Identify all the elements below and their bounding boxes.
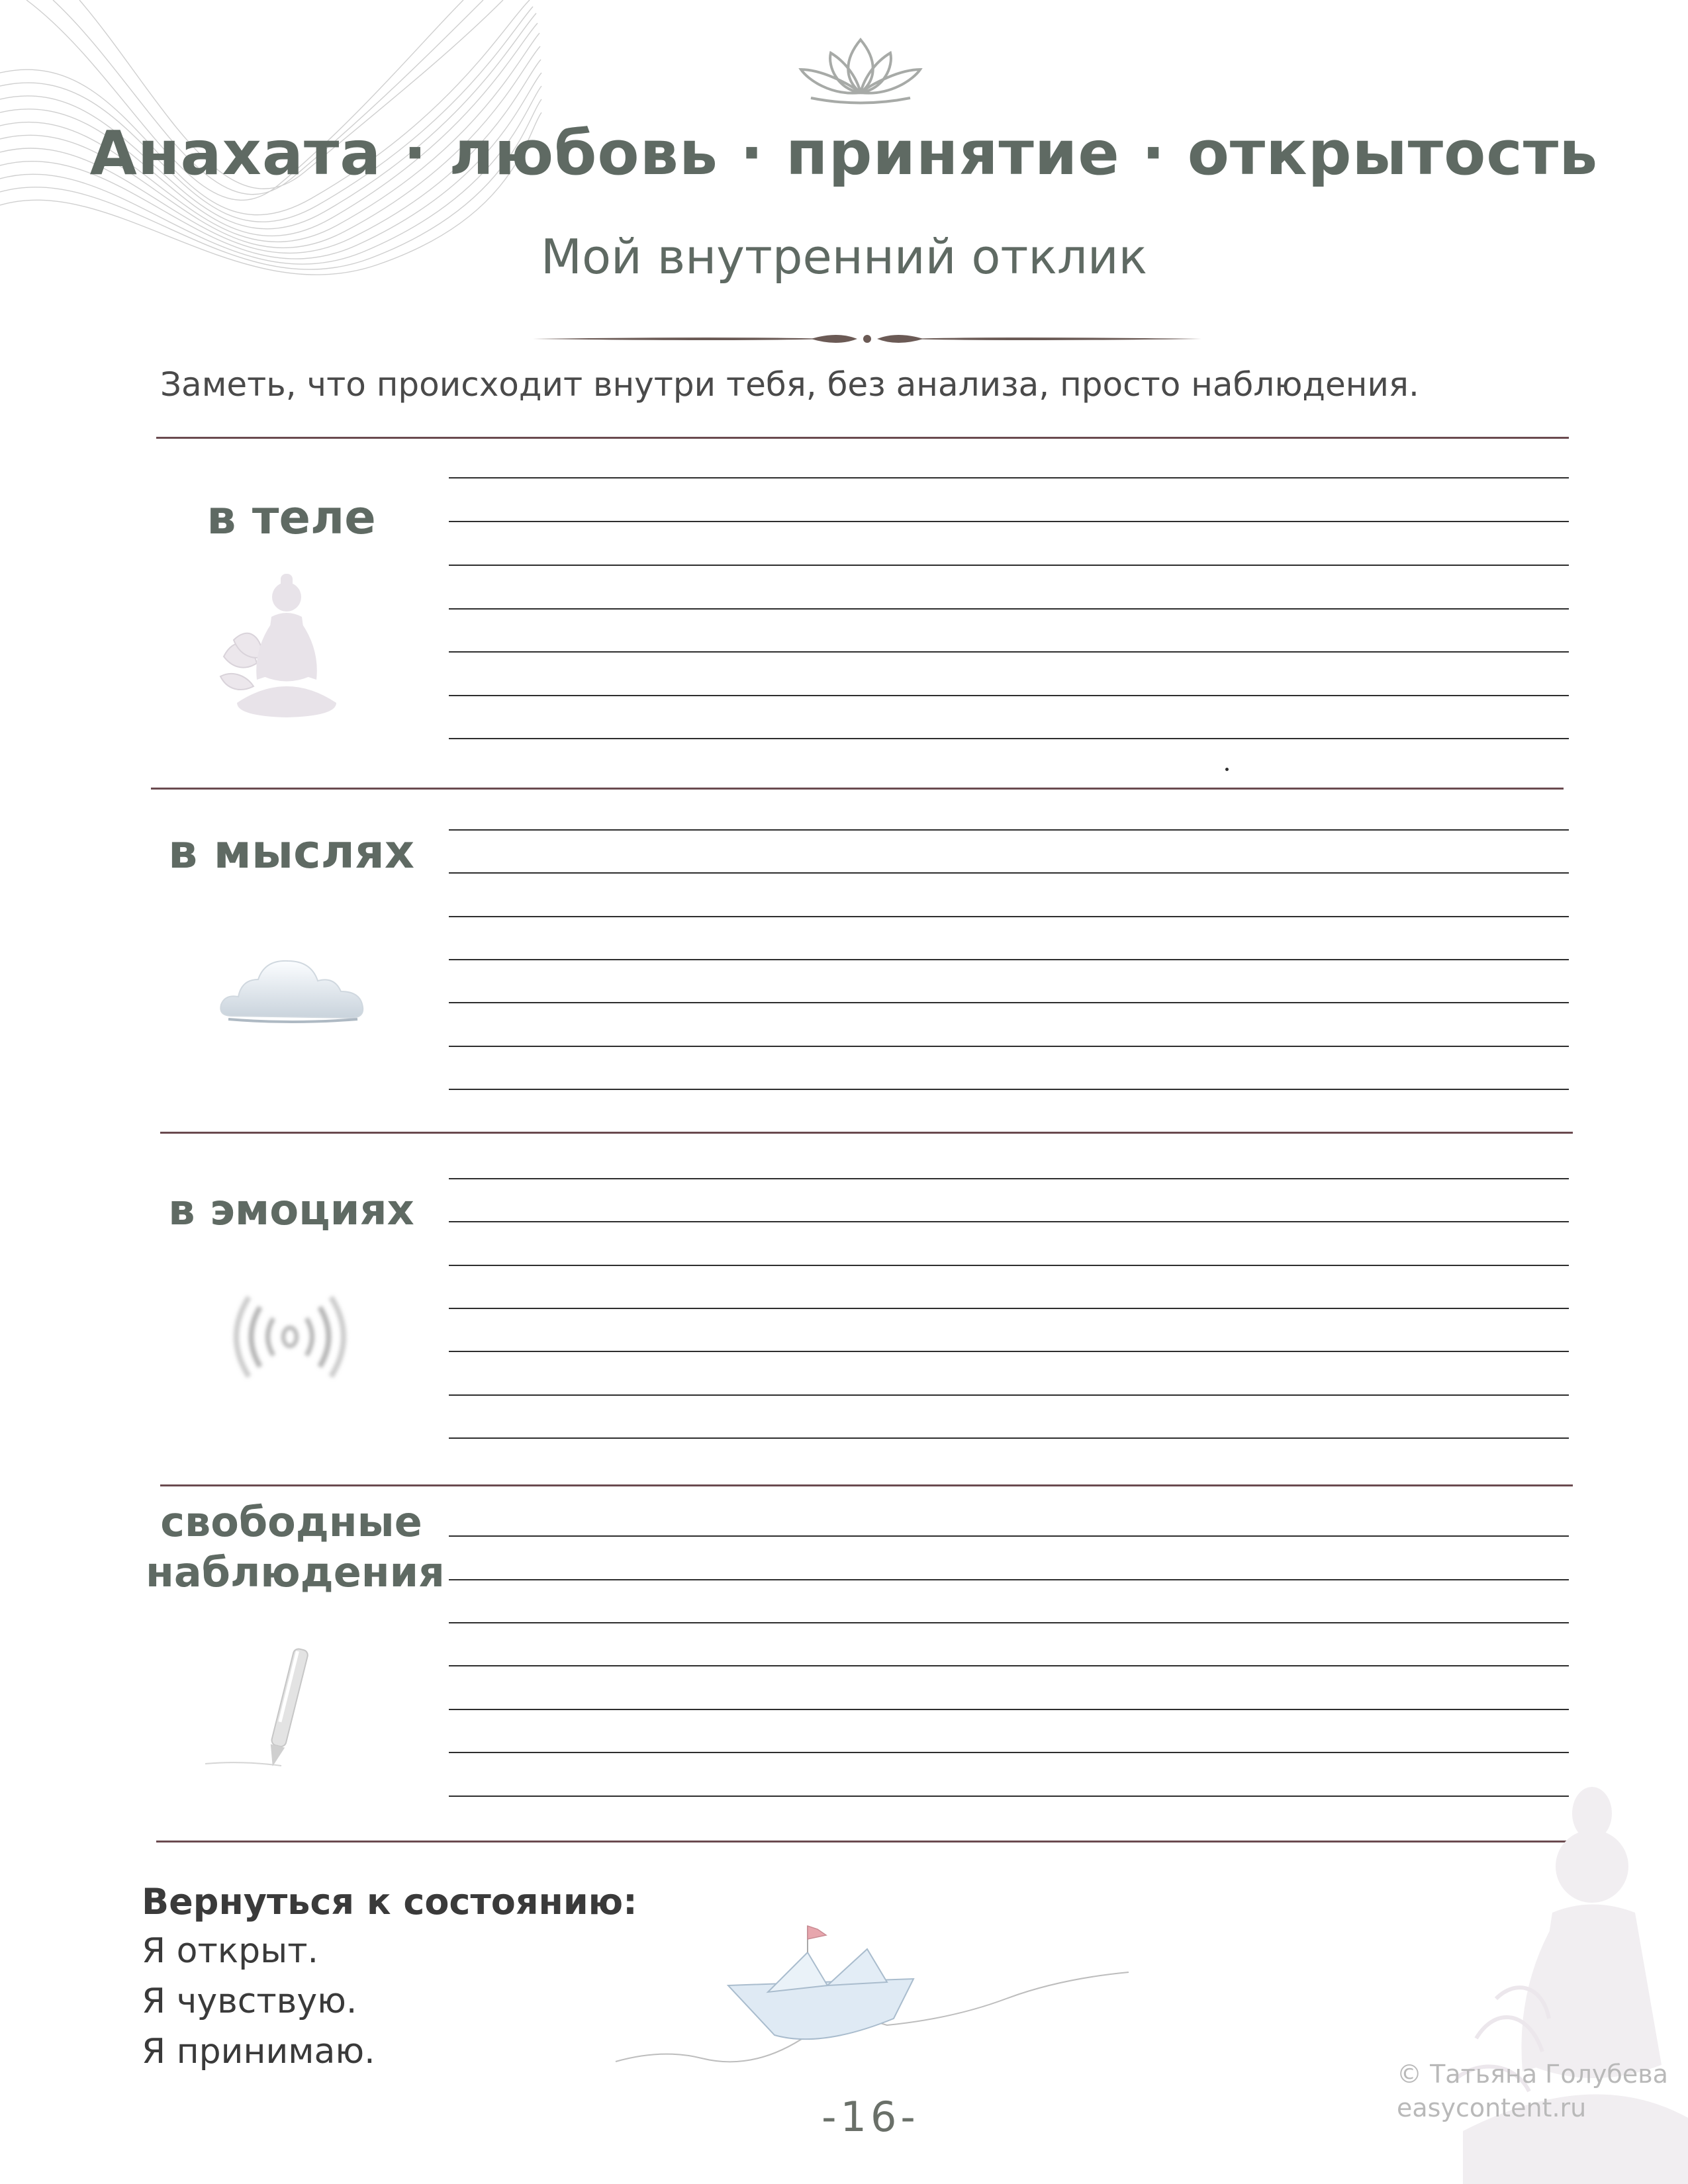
writing-line: [449, 1002, 1569, 1003]
credit-site-link[interactable]: easycontent.ru: [1397, 2093, 1587, 2122]
writing-line: [449, 872, 1569, 874]
writing-line: [449, 1178, 1569, 1179]
section-divider: [160, 1132, 1573, 1134]
writing-line: [449, 1221, 1569, 1222]
section-label-line2: наблюдения: [146, 1547, 445, 1596]
writing-line: [449, 1265, 1569, 1266]
writing-line: [449, 1796, 1569, 1797]
page-subtitle: Мой внутренний отклик: [540, 229, 1148, 285]
stray-dot: [1225, 768, 1229, 771]
writing-line: [449, 1622, 1569, 1623]
writing-line: [449, 1752, 1569, 1753]
affirmation-accept: Я принимаю.: [142, 2032, 375, 2071]
intro-text: Заметь, что происходит внутри тебя, без анализа, просто наблюдения.: [160, 365, 1419, 404]
writing-line: [449, 916, 1569, 917]
section-label-body: в теле: [207, 490, 376, 545]
cloud-icon: [218, 953, 365, 1027]
section-label-line1: свободные: [160, 1498, 422, 1546]
section-label-free-observations: [146, 1497, 445, 1597]
writing-line: [449, 1535, 1569, 1537]
affirmation-open: Я открыт.: [142, 1931, 319, 1971]
writing-line: [449, 1437, 1569, 1439]
writing-line: [449, 565, 1569, 566]
writing-line: [449, 521, 1569, 522]
section-divider: [151, 788, 1564, 790]
writing-line: [449, 829, 1569, 831]
ornament-divider: [533, 324, 1201, 353]
writing-line: [449, 1089, 1569, 1090]
paper-boat-icon: [609, 1913, 1132, 2078]
section-label-emotions: в эмоциях: [168, 1186, 414, 1235]
affirmation-feel: Я чувствую.: [142, 1981, 357, 2021]
writing-line: [449, 1308, 1569, 1309]
pen-icon: [202, 1641, 321, 1774]
return-heading: Вернуться к состоянию:: [142, 1881, 637, 1923]
writing-line: [449, 1709, 1569, 1710]
meditating-person-icon: [211, 570, 356, 723]
writing-line: [449, 1579, 1569, 1580]
writing-line: [449, 1394, 1569, 1396]
meditating-person-watermark: [1436, 1787, 1688, 2184]
section-divider: [156, 437, 1569, 439]
section-divider: [160, 1484, 1573, 1486]
writing-line: [449, 477, 1569, 478]
page-number: -16-: [821, 2093, 919, 2141]
writing-line: [449, 608, 1569, 610]
lotus-icon: [791, 26, 930, 113]
section-divider: [156, 1841, 1569, 1843]
section-label-thoughts: в мыслях: [167, 825, 415, 879]
page-title: Анахата · любовь · принятие · открытость: [89, 118, 1599, 189]
writing-line: [449, 1665, 1569, 1666]
ripple-icon: [224, 1271, 356, 1403]
writing-line: [449, 695, 1569, 696]
credit-author: © Татьяна Голубева: [1397, 2060, 1668, 2089]
writing-line: [449, 738, 1569, 739]
writing-line: [449, 1351, 1569, 1352]
writing-line: [449, 651, 1569, 653]
writing-line: [449, 1046, 1569, 1047]
writing-line: [449, 959, 1569, 960]
